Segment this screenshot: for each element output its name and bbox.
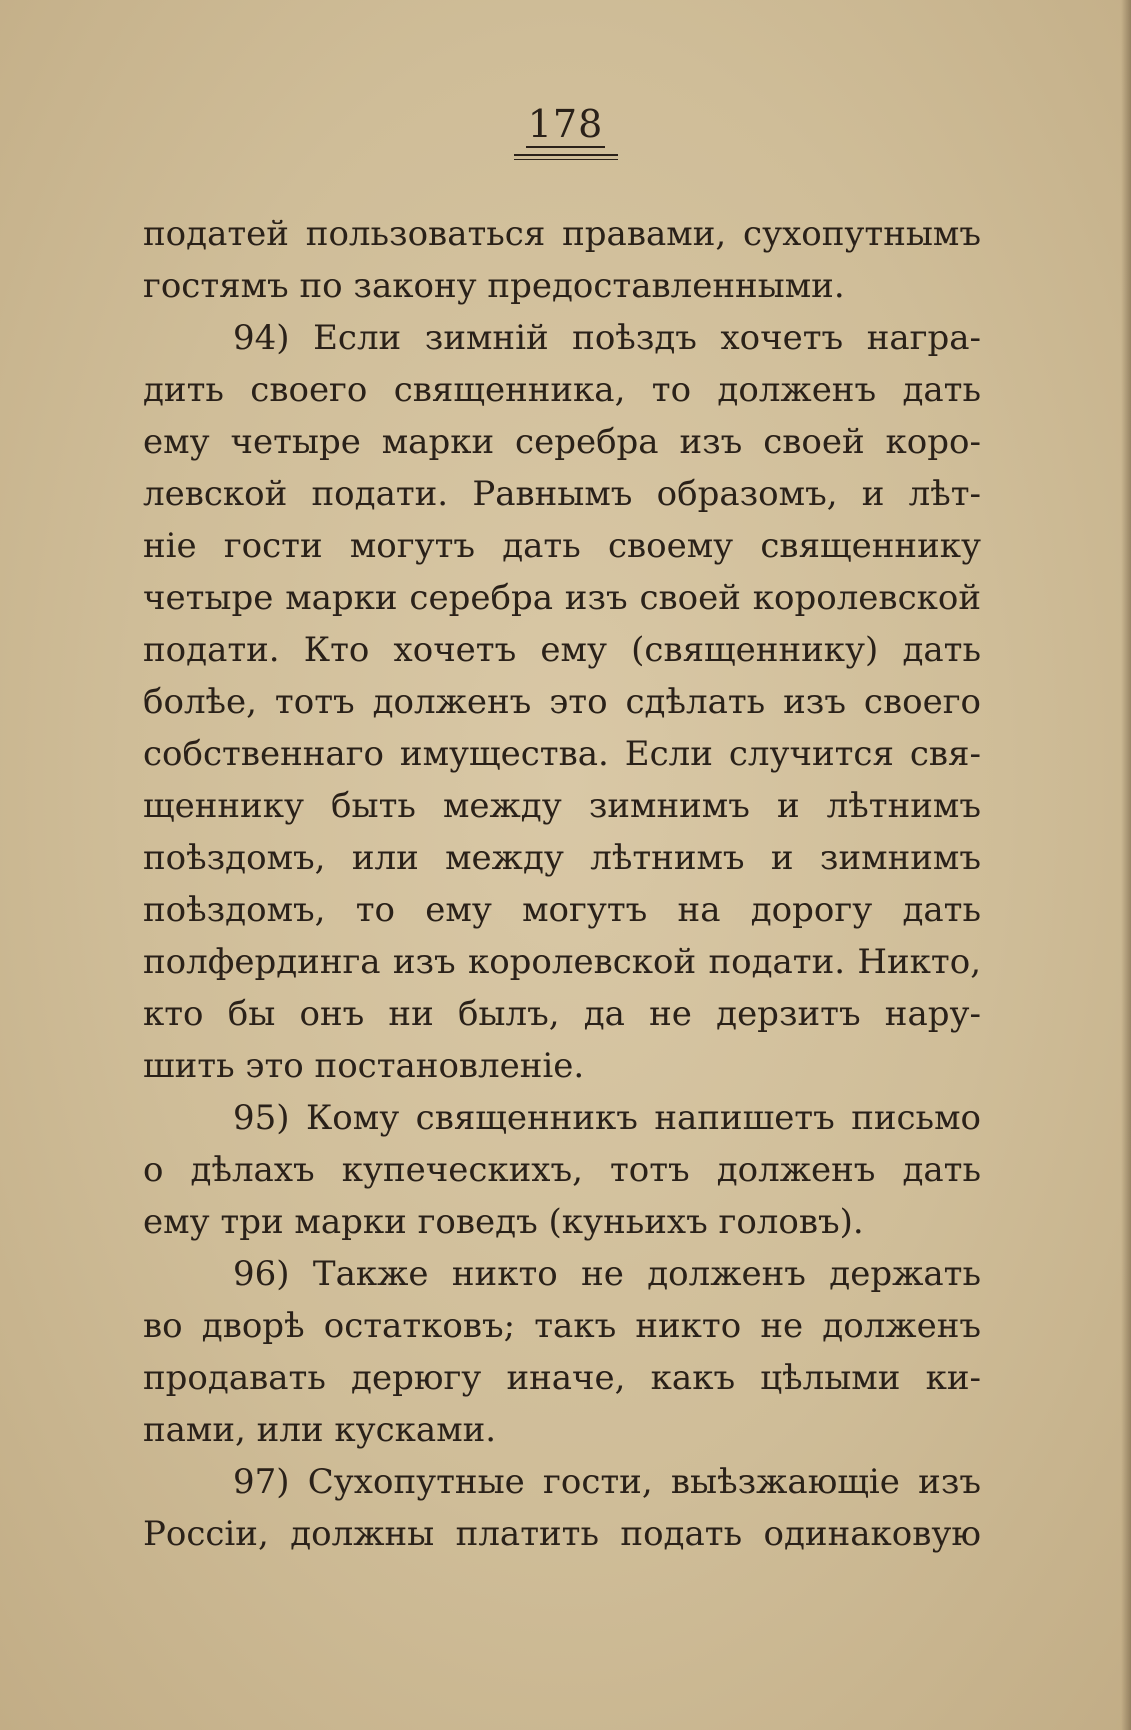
page-edge-shadow: [1121, 0, 1131, 1730]
header-rule: [514, 154, 618, 160]
body-text: [143, 208, 981, 1560]
text-line: пами, или кусками.: [143, 1410, 497, 1450]
text-line: болѣе, тотъ долженъ это сдѣлать изъ своего: [143, 682, 981, 722]
text-line: ніе гости могутъ дать своему священнику: [143, 526, 981, 566]
text-line: дить своего священника, то долженъ дать: [143, 370, 981, 410]
text-line: ему четыре марки серебра изъ своей коро-: [143, 422, 981, 462]
page-header: [0, 102, 1131, 160]
text-line: щеннику быть между зимнимъ и лѣтнимъ: [143, 786, 981, 826]
text-line: о дѣлахъ купеческихъ, тотъ долженъ дать: [143, 1150, 981, 1190]
text-line: во дворѣ остатковъ; такъ никто не долженъ: [143, 1306, 981, 1346]
text-line: Россіи, должны платить подать одинаковую: [143, 1514, 981, 1554]
text-line: собственнаго имущества. Если случится свя-: [143, 734, 981, 774]
text-line: кто бы онъ ни былъ, да не дерзитъ нару-: [143, 994, 981, 1034]
text-line: шить это постановленіе.: [143, 1046, 585, 1086]
text-line: ему три марки говедъ (куньихъ головъ).: [143, 1202, 864, 1242]
text-line: 97) Сухопутные гости, выѣзжающіе изъ: [233, 1462, 981, 1502]
text-line: продавать дерюгу иначе, какъ цѣлыми ки-: [143, 1358, 981, 1398]
text-line: 95) Кому священникъ напишетъ письмо: [233, 1098, 981, 1138]
text-line: поѣздомъ, то ему могутъ на дорогу дать: [143, 890, 981, 930]
text-line: левской подати. Равнымъ образомъ, и лѣт-: [143, 474, 981, 514]
text-line: полфердинга изъ королевской подати. Никто,: [143, 942, 981, 982]
text-line: 94) Если зимній поѣздъ хочетъ награ-: [233, 318, 981, 358]
page-number: 178: [527, 102, 604, 146]
text-line: гостямъ по закону предоставленными.: [143, 266, 845, 306]
text-line: 96) Также никто не долженъ держать: [233, 1254, 981, 1294]
text-line: подати. Кто хочетъ ему (священнику) дать: [143, 630, 981, 670]
text-line: податей пользоваться правами, сухопутнымъ: [143, 214, 981, 254]
text-line: поѣздомъ, или между лѣтнимъ и зимнимъ: [143, 838, 981, 878]
text-line: четыре марки серебра изъ своей королевской: [143, 578, 981, 618]
